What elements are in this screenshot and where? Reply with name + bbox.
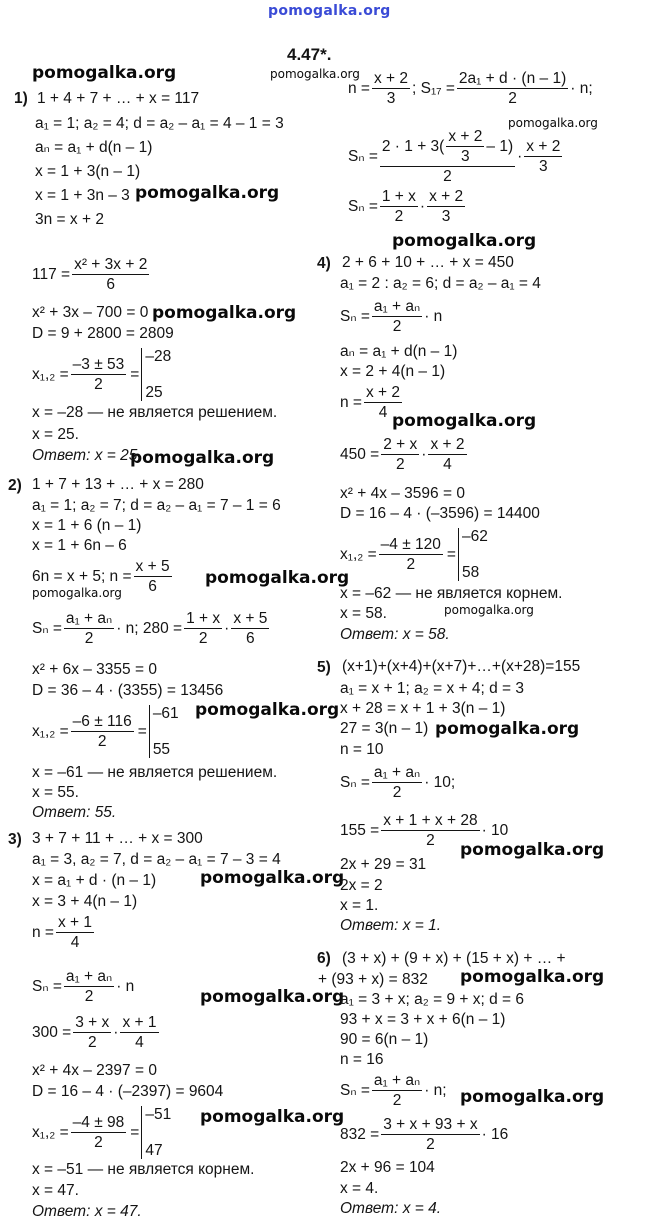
watermark: pomogalka.org	[435, 719, 580, 739]
p4-sum-equation	[340, 436, 469, 473]
p5-line: 2x = 2	[340, 877, 383, 894]
p1-equation	[32, 256, 151, 293]
fraction	[372, 764, 422, 801]
watermark: pomogalka.org	[460, 967, 605, 987]
numerator: a₁ + aₙ	[372, 764, 422, 783]
p3-n-equation	[32, 914, 96, 951]
denominator: 2	[97, 733, 107, 751]
eq-lhs: n =	[340, 393, 362, 411]
eq-tail: · n	[116, 977, 135, 995]
fraction	[73, 1014, 111, 1051]
eq-lhs: 450 =	[340, 445, 380, 463]
numerator: x + 5	[231, 610, 269, 629]
watermark: pomogalka.org	[205, 568, 350, 588]
p1-line: D = 9 + 2800 = 2809	[32, 325, 174, 342]
fraction	[231, 610, 269, 647]
fraction	[372, 70, 410, 107]
denominator: 2	[394, 208, 404, 226]
p6-line: a₁ = 3 + x; a₂ = 9 + x; d = 6	[340, 991, 525, 1008]
p4-line: 2 + 6 + 10 + … + x = 450	[342, 254, 514, 271]
numerator	[380, 128, 515, 167]
p3-line: x = a₁ + d · (n – 1)	[32, 872, 157, 889]
eq-lhs: Sₙ =	[348, 197, 378, 215]
fraction	[64, 610, 114, 647]
denominator: 2	[94, 376, 103, 394]
root: 47	[145, 1141, 163, 1159]
root: –51	[145, 1106, 172, 1123]
eq-tail: · n;	[570, 79, 593, 97]
eq-lhs: n =	[348, 79, 370, 97]
p6-line: 2x + 96 = 104	[340, 1159, 435, 1176]
roots-fraction	[379, 536, 443, 573]
watermark: pomogalka.org	[392, 231, 537, 251]
watermark: pomogalka.org	[508, 116, 598, 130]
p5-line: n = 10	[340, 741, 384, 758]
p3-line: x = 3 + 4(n – 1)	[32, 893, 138, 910]
denominator: 2	[94, 1134, 103, 1152]
p2-roots: x₁,₂ = $\frac{-6 \pm 116}{2}$ = –61 55	[32, 705, 179, 758]
root: 55	[152, 740, 171, 758]
numerator: a₁ + aₙ	[64, 968, 114, 987]
p4-line: x = 2 + 4(n – 1)	[340, 363, 446, 380]
numerator: x + 2	[428, 436, 466, 455]
p6-line: x = 4.	[340, 1180, 379, 1197]
eq-lhs: Sₙ =	[32, 619, 62, 637]
watermark: pomogalka.org	[460, 840, 605, 860]
p1-eq-lhs: 117 =	[32, 265, 71, 283]
roots-values	[458, 528, 488, 581]
roots-fraction	[71, 356, 127, 393]
denominator: 2	[426, 1136, 435, 1154]
watermark: pomogalka.org	[200, 1107, 345, 1127]
fraction	[184, 610, 222, 647]
roots-lhs: x₁,₂ =	[32, 722, 69, 740]
site-header[interactable]: pomogalka.org	[268, 3, 391, 19]
p5-line: 2x + 29 = 31	[340, 856, 427, 873]
p3-line: 3 + 7 + 11 + … + x = 300	[32, 830, 203, 847]
p1-line: x = 1 + 3(n – 1)	[35, 163, 141, 180]
denominator: 3	[461, 148, 470, 166]
p1-line: 1 + 4 + 7 + … + x = 117	[37, 90, 200, 107]
p2-line: x = 1 + 6 (n – 1)	[32, 517, 142, 534]
numerator: 3 + x	[73, 1014, 111, 1033]
numerator: x + 1	[120, 1014, 158, 1033]
fraction	[64, 968, 114, 1005]
p1-line: aₙ = a₁ + d(n – 1)	[35, 139, 153, 156]
numerator: a₁ + aₙ	[372, 298, 422, 317]
eq-lhs: 832 =	[340, 1125, 380, 1143]
denominator: 2	[443, 168, 452, 186]
denominator: 3	[538, 158, 548, 176]
root: –28	[145, 348, 172, 365]
roots-values	[149, 705, 179, 758]
numerator: 1 + x	[184, 610, 222, 629]
part-6-label: 6)	[317, 950, 331, 967]
p3-sum-equation	[32, 1014, 161, 1051]
watermark: pomogalka.org	[200, 987, 345, 1007]
denominator: 2	[87, 1034, 97, 1052]
watermark: pomogalka.org	[444, 603, 534, 617]
watermark: pomogalka.org	[392, 411, 537, 431]
p4-answer: Ответ: x = 58.	[340, 626, 450, 643]
p4-line: a₁ = 2 : a₂ = 6; d = a₂ – a₁ = 4	[340, 275, 541, 292]
part-1-label: 1)	[14, 90, 28, 107]
numerator: x + 1	[56, 914, 94, 933]
denominator: 6	[246, 630, 255, 648]
eq-tail: · n;	[424, 1081, 447, 1099]
operator: ·	[224, 619, 230, 637]
eq-lhs: Sₙ =	[340, 773, 370, 791]
fraction	[381, 812, 479, 849]
p5-line: a₁ = x + 1; a₂ = x + 4; d = 3	[340, 680, 525, 697]
fraction	[457, 70, 568, 107]
p1-line: x² + 3x – 700 = 0	[32, 304, 149, 321]
watermark: pomogalka.org	[152, 303, 297, 323]
fraction	[120, 1014, 158, 1051]
denominator: 2	[395, 456, 405, 474]
p2-line: D = 36 – 4 · (3355) = 13456	[32, 682, 224, 699]
p4-line: x = 58.	[340, 605, 387, 622]
denominator: 4	[443, 456, 452, 474]
p4-sum-formula	[340, 298, 442, 335]
eq-lhs: n =	[32, 923, 54, 941]
p3-line: x² + 4x – 2397 = 0	[32, 1062, 157, 1079]
fraction	[372, 1072, 422, 1109]
p2-line: x = 1 + 6n – 6	[32, 537, 127, 554]
numerator: x + 5	[134, 558, 172, 577]
denominator: 3	[386, 90, 396, 108]
numerator: x + 2	[427, 188, 465, 207]
p5-line: 27 = 3(n – 1)	[340, 720, 429, 737]
denominator: 4	[378, 404, 388, 422]
p3-line: D = 16 – 4 · (–2397) = 9604	[32, 1083, 224, 1100]
p6-sum-equation	[340, 1116, 508, 1153]
p5-answer: Ответ: x = 1.	[340, 917, 442, 934]
numerator-part: 2 · 1 + 3(	[381, 138, 445, 156]
fraction	[372, 298, 422, 335]
roots-fraction	[71, 1114, 127, 1151]
root: 58	[461, 563, 480, 581]
roots-lhs: x₁,₂ =	[32, 1123, 69, 1141]
fraction	[56, 914, 94, 951]
part-3-label: 3)	[8, 831, 22, 848]
fraction	[380, 128, 515, 185]
p2-line: 1 + 7 + 13 + … + x = 280	[32, 476, 204, 493]
p2-line: x = 55.	[32, 784, 79, 801]
numerator: 1 + x	[380, 188, 418, 207]
denominator: 2	[392, 318, 402, 336]
watermark: pomogalka.org	[270, 67, 360, 81]
p3-answer: Ответ: x = 47.	[32, 1203, 142, 1220]
eq-tail: · 10	[481, 821, 509, 839]
eq-lhs: 155 =	[340, 821, 380, 839]
p4-n-equation	[340, 384, 404, 421]
fraction	[380, 188, 418, 225]
eq-middle: · n; 280 =	[116, 619, 183, 637]
denominator: 2	[84, 988, 94, 1006]
operator: ·	[517, 147, 523, 165]
p3-line: a₁ = 3, a₂ = 7, d = a₂ – a₁ = 7 – 3 = 4	[32, 851, 281, 868]
eq-lhs: Sₙ =	[348, 147, 378, 165]
p5-line: x = 1.	[340, 897, 379, 914]
p6-answer: Ответ: x = 4.	[340, 1200, 442, 1217]
p5-line: x + 28 = x + 1 + 3(n – 1)	[340, 700, 506, 717]
roots-lhs: x₁,₂ =	[340, 545, 377, 563]
denominator: 6	[106, 276, 115, 294]
p2-line: a₁ = 1; a₂ = 7; d = a₂ – a₁ = 7 – 1 = 6	[32, 497, 281, 514]
operator: ·	[421, 445, 427, 463]
p1-roots: x₁,₂ = $\frac{-3 \pm 53}{2}$ = –28 25	[32, 348, 172, 401]
p1-line: x = 1 + 3n – 3	[35, 187, 130, 204]
p3-line: x = 47.	[32, 1182, 79, 1199]
numerator: 2 + x	[381, 436, 419, 455]
denominator: 2	[198, 630, 208, 648]
eq-tail: · n	[424, 307, 443, 325]
p2-line: x = –61 — не является решением.	[32, 764, 278, 781]
tr-sn-simple	[348, 188, 467, 225]
p1-answer: Ответ: x = 25.	[32, 447, 142, 464]
fraction	[427, 188, 465, 225]
fraction	[428, 436, 466, 473]
denominator: 2	[392, 1092, 402, 1110]
eq-lhs: Sₙ =	[340, 307, 370, 325]
numerator: –4 ± 120	[379, 536, 443, 555]
eq-lhs: 6n = x + 5; n =	[32, 567, 132, 585]
eq-lhs: Sₙ =	[340, 1081, 370, 1099]
fraction	[446, 128, 484, 165]
p5-sum-equation	[340, 812, 508, 849]
p6-line: 90 = 6(n – 1)	[340, 1031, 429, 1048]
p4-line: D = 16 – 4 · (–3596) = 14400	[340, 505, 540, 522]
denominator: 4	[70, 934, 80, 952]
p4-roots: x₁,₂ = $\frac{-4 \pm 120}{2}$ = –62 58	[340, 528, 488, 581]
denominator: 2	[426, 832, 435, 850]
p2-line: x² + 6x – 3355 = 0	[32, 661, 157, 678]
fraction	[381, 436, 419, 473]
roots-values	[141, 348, 171, 401]
watermark: pomogalka.org	[32, 586, 122, 600]
denominator: 6	[148, 578, 157, 596]
roots-lhs: x₁,₂ =	[32, 365, 69, 383]
part-5-label: 5)	[317, 659, 331, 676]
denominator: 2	[392, 784, 402, 802]
p6-line: n = 16	[340, 1051, 384, 1068]
numerator: x + 1 + x + 28	[381, 812, 479, 831]
problem-number: 4.47*.	[287, 45, 332, 64]
p5-line: (x+1)+(x+4)+(x+7)+…+(x+28)=155	[342, 658, 581, 675]
p1-line: a₁ = 1; a₂ = 4; d = a₂ – a₁ = 4 – 1 = 3	[35, 115, 284, 132]
tr-n-and-s17	[348, 70, 593, 107]
eq-middle: ; S₁₇ =	[412, 79, 455, 97]
p4-line: aₙ = a₁ + d(n – 1)	[340, 343, 458, 360]
part-2-label: 2)	[8, 477, 22, 494]
numerator: –6 ± 116	[71, 713, 134, 732]
numerator: 3 + x + 93 + x	[381, 1116, 479, 1135]
p1-line: 3n = x + 2	[35, 211, 104, 228]
numerator: x + 2	[372, 70, 410, 89]
p1-line: x = –28 — не является решением.	[32, 404, 278, 421]
watermark: pomogalka.org	[130, 448, 275, 468]
eq-lhs: 300 =	[32, 1023, 72, 1041]
roots-values	[141, 1106, 171, 1159]
eq-tail: · 16	[481, 1125, 509, 1143]
numerator: a₁ + aₙ	[64, 610, 114, 629]
numerator: –3 ± 53	[71, 356, 127, 375]
fraction	[524, 138, 562, 175]
denominator: 2	[406, 556, 416, 574]
operator: ·	[419, 197, 426, 215]
p2-sum-equation	[32, 610, 271, 647]
watermark: pomogalka.org	[32, 63, 177, 83]
watermark: pomogalka.org	[135, 183, 280, 203]
p2-equation	[32, 558, 174, 595]
p2-answer: Ответ: 55.	[32, 804, 117, 821]
numerator: x + 2	[524, 138, 562, 157]
eq-tail: · 10;	[424, 773, 456, 791]
denominator: 2	[84, 630, 94, 648]
numerator: x² + 3x + 2	[72, 256, 149, 275]
p5-sum-formula	[340, 764, 455, 801]
tr-sn-complex	[348, 128, 564, 185]
roots-fraction	[71, 713, 134, 750]
fraction	[364, 384, 402, 421]
numerator: x + 2	[446, 128, 484, 147]
watermark: pomogalka.org	[200, 868, 345, 888]
p6-line: 93 + x = 3 + x + 6(n – 1)	[340, 1011, 506, 1028]
p1-fraction	[72, 256, 149, 293]
p4-line: x² + 4x – 3596 = 0	[340, 485, 465, 502]
fraction	[381, 1116, 479, 1153]
root: –62	[461, 528, 488, 545]
root: 25	[145, 383, 163, 401]
root: –61	[152, 705, 179, 722]
p6-line: + (93 + x) = 832	[318, 971, 428, 988]
denominator: 4	[135, 1034, 144, 1052]
p1-line: x = 25.	[32, 426, 79, 443]
numerator: 2a₁ + d · (n – 1)	[457, 70, 568, 89]
operator: ·	[113, 1023, 119, 1041]
fraction	[134, 558, 172, 595]
numerator: x + 2	[364, 384, 402, 403]
watermark: pomogalka.org	[195, 700, 340, 720]
p6-sum-formula	[340, 1072, 447, 1109]
part-4-label: 4)	[317, 255, 331, 272]
numerator-part: – 1)	[486, 138, 514, 156]
p4-line: x = –62 — не является корнем.	[340, 585, 563, 602]
eq-lhs: Sₙ =	[32, 977, 62, 995]
denominator: 3	[441, 208, 451, 226]
numerator: a₁ + aₙ	[372, 1072, 422, 1091]
watermark: pomogalka.org	[460, 1087, 605, 1107]
p6-line: (3 + x) + (9 + x) + (15 + x) + … +	[342, 950, 566, 967]
denominator: 2	[508, 90, 517, 108]
p3-line: x = –51 — не является корнем.	[32, 1161, 255, 1178]
p3-roots: x₁,₂ = $\frac{-4 \pm 98}{2}$ = –51 47	[32, 1106, 172, 1159]
numerator: –4 ± 98	[71, 1114, 127, 1133]
p3-sum-formula	[32, 968, 134, 1005]
